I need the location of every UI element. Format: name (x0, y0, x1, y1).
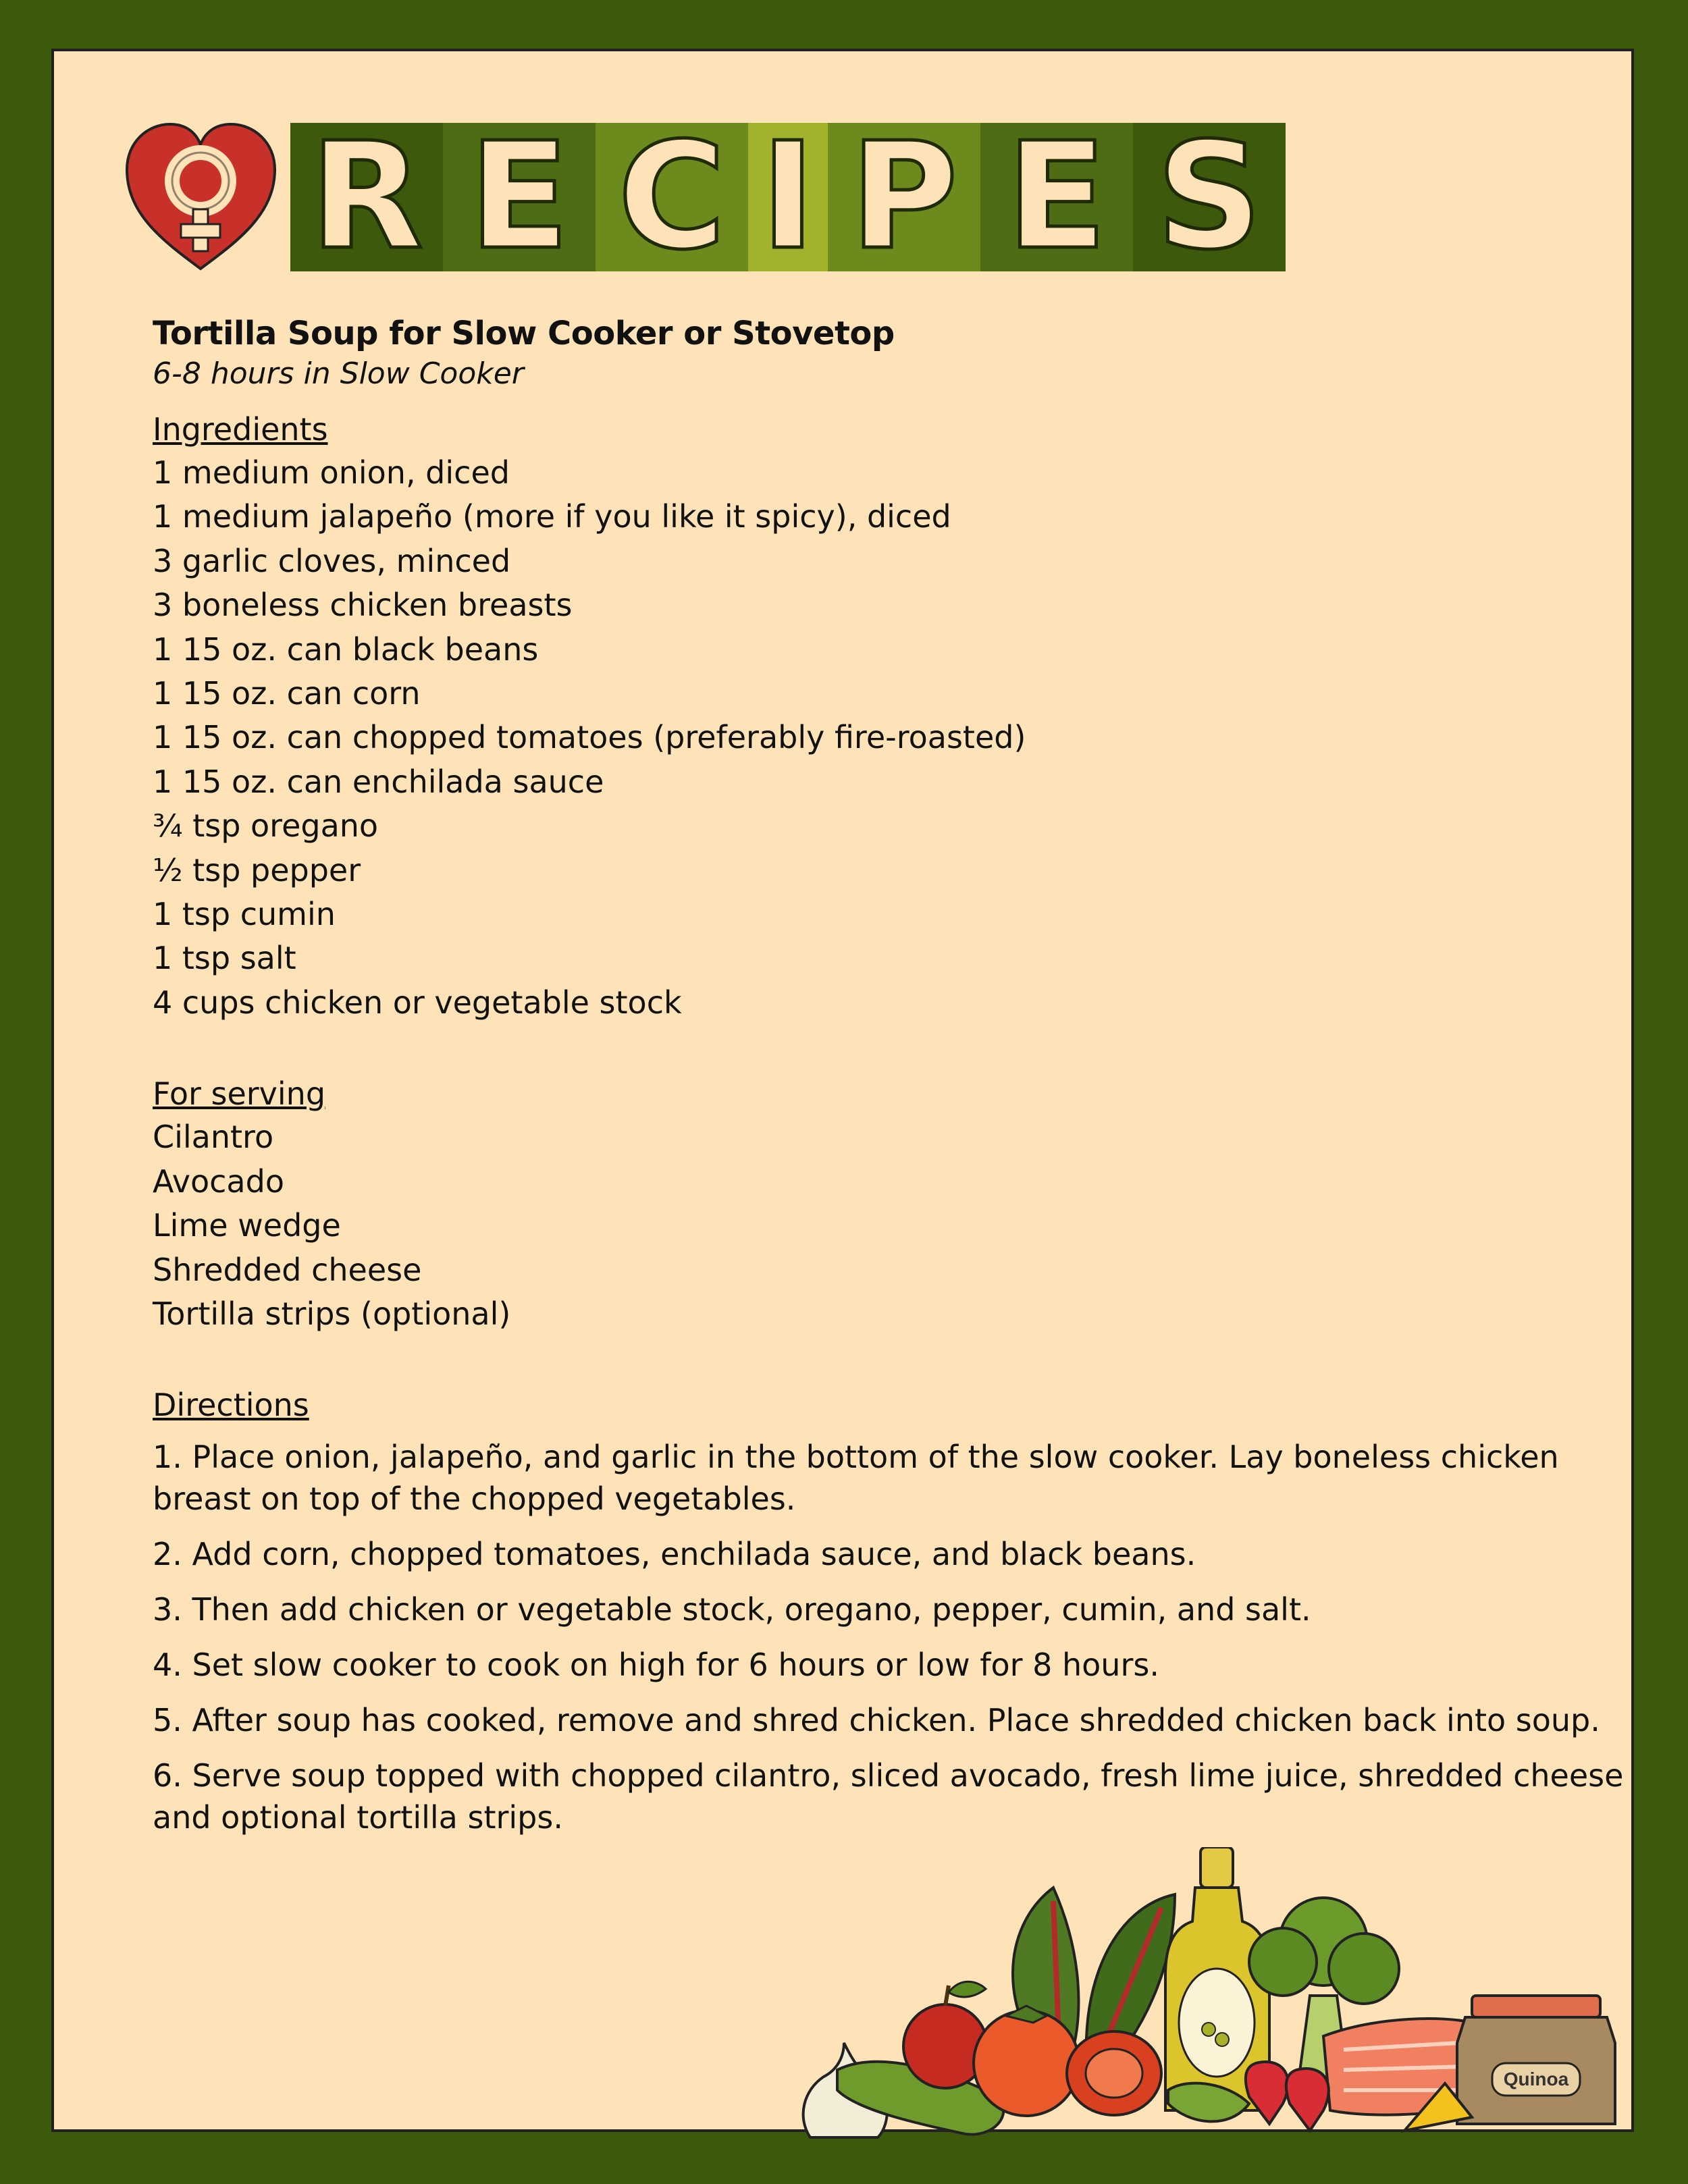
ingredient-item: 3 garlic cloves, minced (153, 542, 511, 579)
heart-venus-logo-icon (122, 119, 280, 274)
direction-step: 1. Place onion, jalapeño, and garlic in the bottom of the slow cooker. Lay boneless chicken breast on top of the chopped vegetables. (153, 1439, 1559, 1518)
ingredient-item: 1 medium jalapeño (more if you like it spicy), diced (153, 498, 951, 535)
food-illustration (797, 1847, 1674, 2144)
recipe-card (51, 49, 1634, 2132)
serving-item: Cilantro (153, 1119, 274, 1156)
direction-step: 2. Add corn, chopped tomatoes, enchilada sauce, and black beans. (153, 1536, 1196, 1573)
directions-list (153, 1436, 1638, 1838)
serving-item: Shredded cheese (153, 1251, 422, 1288)
serving-item: Avocado (153, 1163, 284, 1200)
direction-step: 6. Serve soup topped with chopped cilantro, sliced avocado, fresh lime juice, shredded cheese and optional tortilla strips. (153, 1757, 1624, 1836)
title-letter-tile: E (443, 123, 596, 271)
ingredient-item: 1 15 oz. can chopped tomatoes (preferably fire-roasted) (153, 719, 1026, 756)
direction-step: 3. Then add chicken or vegetable stock, oregano, pepper, cumin, and salt. (153, 1591, 1311, 1628)
ingredient-item: 3 boneless chicken breasts (153, 587, 573, 624)
serving-item: Lime wedge (153, 1207, 341, 1244)
recipes-title-banner (290, 111, 1286, 282)
ingredient-item: ¾ tsp oregano (153, 807, 379, 845)
ingredient-item: 1 15 oz. can black beans (153, 631, 539, 668)
serving-heading: For serving (153, 1075, 326, 1113)
direction-step: 5. After soup has cooked, remove and shred chicken. Place shredded chicken back into soup. (153, 1702, 1600, 1739)
serving-item: Tortilla strips (optional) (153, 1295, 511, 1332)
strawberry-icon (1246, 2062, 1329, 2131)
title-letter-tile: S (1133, 123, 1286, 271)
directions-heading: Directions (153, 1387, 309, 1424)
ingredients-list (153, 451, 1638, 1025)
title-letter-tile: R (290, 123, 443, 271)
ingredient-item: ½ tsp pepper (153, 851, 361, 888)
serving-list (153, 1115, 1638, 1336)
title-letter-tile: E (980, 123, 1133, 271)
quinoa-jar-icon (1457, 1996, 1615, 2124)
ingredient-item: 1 tsp cumin (153, 896, 336, 933)
title-letter-tile: I (748, 123, 828, 271)
title-letter-tile: P (828, 123, 980, 271)
ingredient-item: 1 15 oz. can enchilada sauce (153, 763, 604, 800)
ingredients-heading: Ingredients (153, 411, 328, 448)
jar-label: Quinoa (1503, 2069, 1569, 2089)
ingredient-item: 1 tsp salt (153, 940, 296, 977)
recipe-title: Tortilla Soup for Slow Cooker or Stovetop (153, 315, 895, 352)
recipe-subtitle: 6-8 hours in Slow Cooker (153, 356, 524, 391)
title-letter-tile: C (596, 123, 748, 271)
ingredient-item: 4 cups chicken or vegetable stock (153, 984, 682, 1021)
recipe-content (153, 313, 1638, 1852)
ingredient-item: 1 15 oz. can corn (153, 675, 421, 712)
ingredient-item: 1 medium onion, diced (153, 454, 510, 491)
direction-step: 4. Set slow cooker to cook on high for 6 hours or low for 8 hours. (153, 1647, 1159, 1684)
